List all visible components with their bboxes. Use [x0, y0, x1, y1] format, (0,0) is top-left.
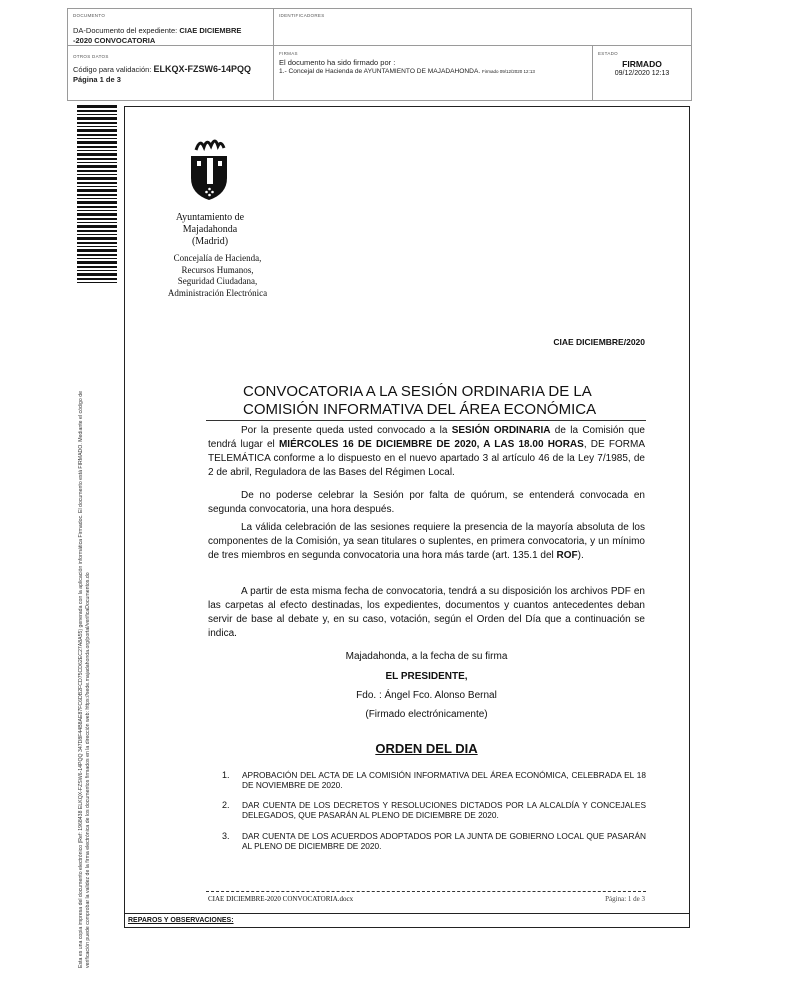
identificadores-label: IDENTIFICADORES — [279, 13, 325, 18]
president-label: EL PRESIDENTE, — [385, 671, 468, 682]
paragraph-1 — [208, 424, 645, 480]
header-documento-box — [67, 8, 274, 46]
dept-4: Administración Electrónica — [167, 287, 268, 298]
codigo-value: ELKQX-FZSW6-14PQQ — [153, 64, 251, 74]
header-identificadores-box — [273, 8, 692, 46]
dept-1: Concejalía de Hacienda, — [173, 253, 262, 263]
p1-b: SESIÓN ORDINARIA — [451, 425, 551, 436]
p1-a: Por la presente queda usted convocado a la — [241, 425, 452, 436]
estado-value: FIRMADO — [622, 59, 662, 69]
municipal-logo — [188, 134, 232, 204]
codigo-validacion — [73, 64, 273, 75]
documento-prefix: DA-Documento del expediente: — [73, 26, 180, 35]
coat-of-arms-icon — [188, 134, 232, 204]
documento-title — [73, 26, 273, 46]
p1-d: MIÉRCOLES 16 DE DICIEMBRE DE 2020, A LAS 18.00 HORAS — [278, 439, 584, 450]
orden-title: ORDEN DEL DIA — [375, 741, 478, 756]
org-name — [150, 212, 270, 248]
p3-b: ROF — [556, 550, 578, 561]
estado-date: 09/12/2020 12:13 — [614, 70, 670, 77]
agenda-item-num: 1. — [222, 770, 230, 780]
estado-label: ESTADO — [598, 51, 618, 56]
title-underline — [206, 420, 646, 421]
barcode — [77, 105, 117, 285]
firmas-date: Firmado 09/12/2020 12:13 — [482, 69, 535, 74]
dept-2: Recursos Humanos, — [181, 264, 254, 275]
org-name-2: Majadahonda — [182, 224, 238, 235]
agenda-item-num: 2. — [222, 800, 230, 810]
documento-label: DOCUMENTO — [73, 13, 106, 18]
reparos-label: REPAROS Y OBSERVACIONES: — [128, 917, 234, 924]
footer-rule — [206, 891, 646, 892]
firmas-signer: 1.- Concejal de Hacienda de AYUNTAMIENTO DE MAJADAHONDA. — [279, 68, 481, 75]
signer-name: Fdo. : Ángel Fco. Alonso Bernal — [356, 690, 497, 701]
org-name-1: Ayuntamiento de — [175, 212, 245, 223]
p3-a: La válida celebración de las sesiones requiere la presencia de la mayoría absoluta de los componentes de la Comisión, ya sean titulares o suplentes, en primera convocatoria, y un mínimo de tres miembros en segunda convocatoria una hora más tarde (art. 135.1 del — [208, 522, 645, 561]
agenda-item-text: DAR CUENTA DE LOS ACUERDOS ADOPTADOS POR LA JUNTA DE GOBIERNO LOCAL QUE PASARÁN AL PLENO DE DICIEMBRE DE 2020. — [242, 831, 646, 851]
paragraph-2: De no poderse celebrar la Sesión por falta de quórum, se entenderá convocada en segunda convocatoria, una hora después. — [208, 490, 645, 515]
signed-note: (Firmado electrónicamente) — [365, 709, 488, 720]
doc-title — [243, 383, 596, 419]
agenda-item-text: APROBACIÓN DEL ACTA DE LA COMISIÓN INFORMATIVA DEL ÁREA ECONÓMICA, CELEBRADA EL 18 DE NOVIEMBRE DE 2020. — [242, 770, 646, 790]
paragraph-4: A partir de esta misma fecha de convocatoria, tendrá a su disposición los archivos PDF en las carpetas al efecto destinadas, los expedientes, documentos y cuantos antecedentes deban servir de base al debate y, en su caso, votación, según el Orden del Día que a continuación se indica. — [208, 586, 645, 639]
doc-title-2: COMISIÓN INFORMATIVA DEL ÁREA ECONÓMICA — [243, 401, 597, 418]
side-verification-text — [78, 298, 91, 968]
org-name-3: (Madrid) — [191, 236, 229, 247]
p1-e: , DE FORMA TELEMÁTICA conforme a lo dispuesto en el nuevo apartado 3 al artículo 46 de la Ley 7/1985, de 2 de abril, Reguladora de las Bases del Régimen Local. — [208, 439, 645, 478]
side-text-line2: verificación puede comprobar la validez de la firma electrónica de los documentos firmados en la dirección web: https://sede.majadahonda.org/portal/verificaDocumentos.do — [84, 572, 91, 968]
pagina-label: Página 1 de 3 — [73, 75, 121, 84]
p3-c: ). — [577, 550, 584, 561]
footer-filename: CIAE DICIEMBRE-2020 CONVOCATORIA.docx — [208, 895, 354, 903]
p1-c: de la Comisión que tendrá lugar el — [208, 425, 645, 450]
documento-title-1: CIAE DICIEMBRE — [179, 26, 242, 35]
doc-title-1: CONVOCATORIA A LA SESIÓN ORDINARIA DE LA — [243, 383, 592, 400]
doc-reference: CIAE DICIEMBRE/2020 — [553, 337, 645, 347]
otros-datos-label: OTROS DATOS — [73, 54, 109, 59]
paragraph-3 — [208, 521, 645, 563]
firmas-label: FIRMAS — [279, 51, 298, 56]
codigo-label: Código para validación: — [73, 65, 154, 74]
footer-page: Página: 1 de 3 — [605, 895, 645, 903]
firmas-line1: El documento ha sido firmado por : — [279, 58, 396, 67]
org-department — [155, 253, 280, 299]
side-text-line1: Esta es una copia impresa del documento electrónico (Ref: 1968438 ELKQX-FZSW6-14PQQ 347D8F44B8AE87FC6DB2FCD75CD62EC27A8A55) generada con la aplicación informática Firmadoc. El documento está FIRMADO. Mediante el código de — [78, 391, 84, 968]
dept-3: Seguridad Ciudadana, — [177, 276, 258, 286]
header-firmas-box — [273, 45, 593, 101]
place-date: Majadahonda, a la fecha de su firma — [345, 651, 508, 662]
agenda-item-num: 3. — [222, 831, 230, 841]
documento-title-2: -2020 CONVOCATORIA — [73, 36, 156, 45]
header-otros-datos-box — [67, 45, 274, 101]
agenda-item-text: DAR CUENTA DE LOS DECRETOS Y RESOLUCIONES DICTADOS POR LA ALCALDÍA Y CONCEJALES DELEGADOS, QUE PASARÁN AL PLENO DE DICIEMBRE DE 2020. — [242, 800, 646, 820]
header-estado-box — [592, 45, 692, 101]
firmas-line2 — [279, 67, 535, 77]
